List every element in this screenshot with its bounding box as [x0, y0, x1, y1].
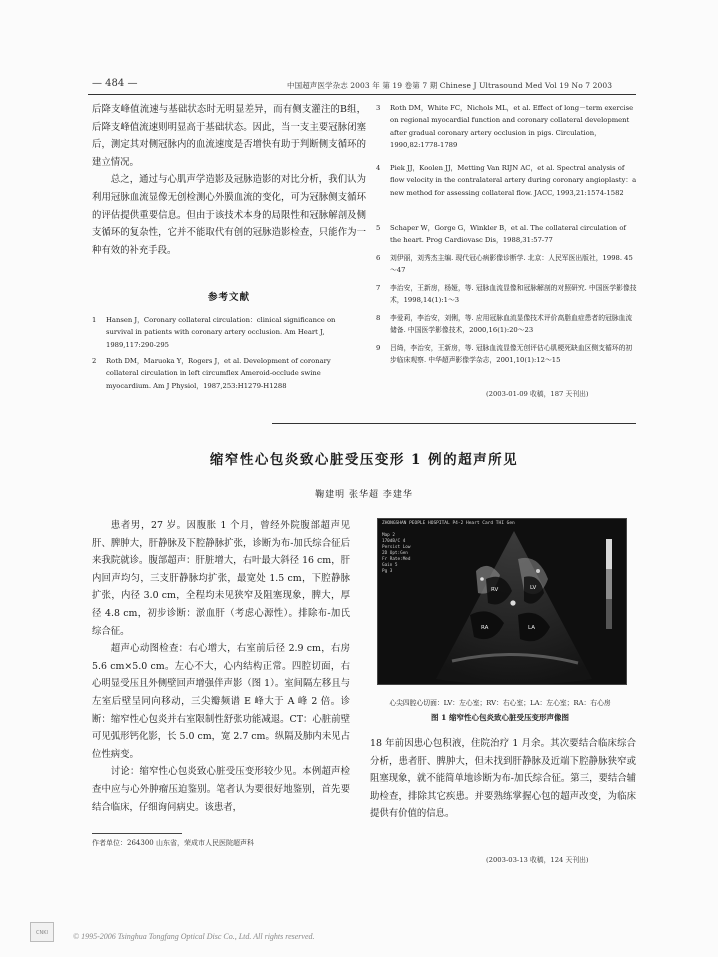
- reference-text: Roth DM，Maruoka Y，Rogers J，et al. Development of coronary collateral circulation in left circumflex Ameroid-occlude swine myocardium. Am J Physiol，1987,253:H1279-H1288: [106, 357, 331, 390]
- grayscale-bar-mid: [606, 569, 612, 599]
- references-title: 参考文献: [207, 292, 250, 303]
- reference-number: 4: [376, 164, 381, 172]
- reference-text: Hansen J，Coronary collateral circulation：clinical significance on survival in patients with coronary artery occlusion. Am Heart J, 1989,117:290-295: [106, 316, 336, 349]
- article-title: 缩窄性心包炎致心脏受压变形 1 例的超声所见: [209, 452, 519, 468]
- reference-item: [376, 342, 638, 367]
- article-body-right: [370, 735, 636, 823]
- case-paragraph: 患者男，27 岁。因腹胀 1 个月，曾经外院腹部超声见肝、脾肿大，肝静脉及下腔静脉扩张，诊断为布-加氏综合征后来我院就诊。腹部超声：肝脏增大，右叶最大斜径 16 cm，肝内回声均匀，三支肝静脉均扩张，最宽处 1.5 cm，下腔静脉扩张，内径 3.0 cm，全程均未见狭窄及阻塞现象，脾大，厚径 4.8 cm，初步诊断：淤血肝（考虑心源性）。排除布-加氏综合征。: [92, 520, 350, 637]
- ultrasound-image: [377, 518, 627, 685]
- article-authors: 鞠建明 张华超 李建华: [315, 490, 413, 500]
- reference-item: [376, 282, 638, 307]
- echo-header-text: ZHONGSHAN PEOPLE HOSPITAL P4-2 Heart Card THI Gen: [382, 521, 515, 526]
- echo-setting: Persist Low: [382, 545, 411, 550]
- prev-paragraph: 后降支峰值流速与基础状态时无明显差异，而有侧支灌注的B组，后降支峰值流速则明显高于基础状态。因此，当一支主要冠脉闭塞后，测定其对侧冠脉内的血流速度是否增快有助于判断侧支循环的建立情况。: [92, 104, 366, 168]
- reference-item: [92, 314, 364, 351]
- echo-setting: 170dB/C 4: [382, 539, 406, 544]
- echo-setting: Pg 3: [382, 569, 393, 574]
- reference-text: 李治安，王新房，杨娅，等. 冠脉血流显像和冠脉解剖的对照研究. 中国医学影像技术，1998,14(1):1～3: [390, 284, 637, 305]
- label-rv: RV: [491, 587, 499, 593]
- reference-item: [376, 162, 638, 199]
- page-number: — 484 —: [92, 78, 138, 89]
- footnote-rule: [92, 833, 182, 834]
- echo-bright-spot: [510, 600, 515, 605]
- reference-text: Roth DM，White FC，Nichols ML，et al. Effect of long－term exercise on regional myocardial function and coronary collateral development after gradual coronary artery occlusion in pigs. Circulation，1990,82:1778-1789: [390, 104, 634, 149]
- echo-setting: Map 2: [382, 533, 395, 538]
- echo-setting: Fr Rate:Med: [382, 557, 411, 562]
- author-affiliation: 作者单位：264300 山东省，荣成市人民医院超声科: [92, 839, 254, 847]
- reference-text: 吕绮，李治安，王新房，等. 冠脉血流显像无创评估心肌梗死缺血区侧支循环的初步临床观察. 中华超声影像学杂志，2001,10(1):12～15: [390, 344, 633, 365]
- reference-item: [376, 222, 638, 247]
- echo-settings: [382, 533, 410, 575]
- reference-number: 5: [376, 224, 381, 232]
- reference-number: 8: [376, 314, 381, 322]
- grayscale-bar-top: [606, 539, 612, 569]
- reference-item: [376, 252, 638, 277]
- figure-caption: 图 1 缩窄性心包炎致心脏受压变形声像图: [431, 713, 569, 722]
- reference-number: 3: [376, 104, 381, 112]
- header-rule: [88, 94, 636, 95]
- discussion-continued: 18 年前因患心包积液，住院治疗 1 月余。其次要结合临床综合分析，患者肝、脾肿大，但未找到肝静脉及近端下腔静脉狭窄或阻塞现象，就不能简单地诊断为布-加氏综合征。第三，要结合辅助检查，排除其它疾患。并要熟练掌握心包的超声改变，为临床提供有价值的信息。: [370, 738, 636, 820]
- reference-item: [376, 102, 638, 151]
- journal-header: 中国超声医学杂志 2003 年 第 19 卷第 7 期 Chinese J Ultrasound Med Vol 19 No 7 2003: [287, 81, 613, 90]
- reference-item: [376, 312, 638, 337]
- discussion-paragraph: 讨论：缩窄性心包炎致心脏受压变形较少见。本例超声检查中应与心外肿瘤压迫鉴别。笔者认为要很好地鉴别，首先要结合临床，仔细询问病史。该患者，: [92, 766, 350, 813]
- publisher-logo: CNKI: [30, 922, 54, 942]
- echo-setting: 2D Opt:Gen: [382, 551, 408, 556]
- label-lv: LV: [530, 585, 537, 591]
- label-la: LA: [528, 625, 535, 631]
- reference-item: [92, 355, 364, 392]
- reference-number: 1: [92, 316, 97, 324]
- received-date-prev: (2003-01-09 收稿，187 天刊出): [486, 390, 589, 398]
- received-date: (2003-03-13 收稿，124 天刊出): [486, 856, 589, 864]
- prev-paragraph: 总之，通过与心肌声学造影及冠脉造影的对比分析，我们认为利用冠脉血流显像无创检测心外膜血流的变化，可为冠脉侧支循环的评估提供重要信息。但由于该技术本身的局限性和冠脉解剖及侧支循环的复杂性，它并不能取代有创的冠脉造影检查，只能作为一种有效的补充手段。: [92, 174, 366, 256]
- echo-bright-spot: [480, 577, 484, 581]
- reference-text: Schaper W，Gorge G，Winkler B，et al. The collateral circulation of the heart. Prog Cardiovasc Dis，1988,31:57-77: [390, 224, 626, 245]
- prev-article-body: [92, 101, 366, 259]
- figure-legend: 心尖四腔心切面：LV：左心室；RV：右心室；LA：左心室；RA：右心房: [389, 699, 611, 707]
- copyright-notice: © 1995-2006 Tsinghua Tongfang Optical Disc Co., Ltd. All rights reserved.: [73, 932, 315, 941]
- echo-sector-graphic: [378, 519, 627, 685]
- reference-text: 刘伊丽，刘秀杰主编. 现代冠心病影像诊断学. 北京：人民军医出版社，1998. 45～47: [390, 254, 633, 275]
- reference-number: 2: [92, 357, 97, 365]
- reference-number: 6: [376, 254, 381, 262]
- reference-number: 9: [376, 344, 381, 352]
- article-separator: [272, 423, 636, 424]
- article-body-left: [92, 517, 350, 816]
- echo-paragraph: 超声心动图检查：右心增大，右室前后径 2.9 cm，右房 5.6 cm×5.0 cm。左心不大，心内结构正常。四腔切面，右心明显受压且外侧壁回声增强伴声影（图 1）。室间隔左移且与左室后壁呈同向移动，三尖瓣频谱 E 峰大于 A 峰 2 倍。诊断：缩窄性心包炎并右室限制性舒张功能减退。CT：心脏前壁可见弧形钙化影，长 5.0 cm，宽 2.7 cm。纵隔及肺内未见占位性病变。: [92, 643, 350, 760]
- label-ra: RA: [481, 625, 489, 631]
- reference-number: 7: [376, 284, 381, 292]
- reference-text: Piek JJ，Koolen JJ，Metting Van RIJN AC，et al. Spectral analysis of flow velocity in the contralateral artery during coronary angioplasty：a new method for assessing collateral flow. JACC, 1993,21:1574-1582: [390, 164, 637, 197]
- echo-setting: Gain 5: [382, 563, 398, 568]
- reference-text: 李爱莉，李治安，刘俐，等. 应用冠脉血流显像技术评价高脂血症患者的冠脉血流储备. 中国医学影像技术，2000,16(1):20～23: [390, 314, 633, 335]
- echo-bright-spot: [536, 569, 540, 573]
